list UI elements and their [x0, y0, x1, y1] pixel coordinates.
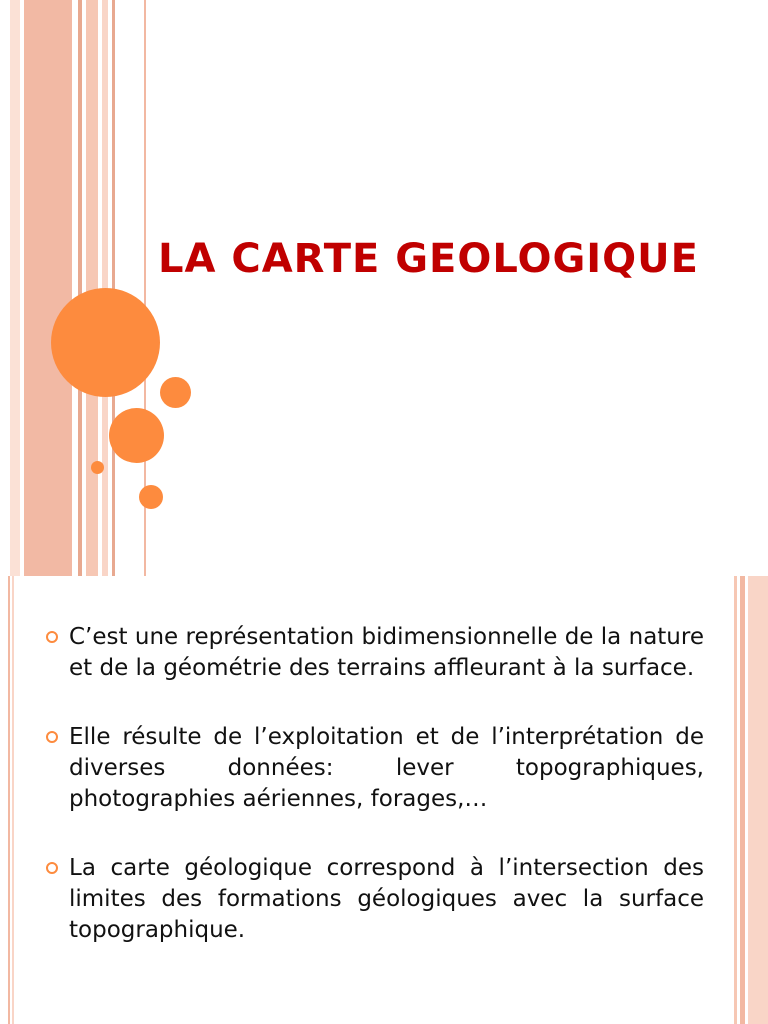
decorative-stripe	[734, 576, 737, 1024]
small-circle-decoration	[160, 377, 191, 408]
bullet-circle-icon	[46, 631, 58, 643]
decorative-stripe	[740, 576, 745, 1024]
slide-title: LA CARTE GEOLOGIQUE	[158, 236, 699, 282]
decorative-stripe	[8, 576, 10, 1024]
decorative-stripe	[24, 0, 72, 576]
decorative-stripe	[748, 576, 768, 1024]
bullet-text: La carte géologique correspond à l’intersection des limites des formations géologiques avec la surface topographique.	[69, 855, 704, 943]
medium-circle-decoration	[109, 408, 164, 463]
list-item	[44, 853, 704, 946]
list-item	[44, 722, 704, 815]
large-circle-decoration	[51, 288, 160, 397]
content-slide	[0, 576, 768, 1024]
bullet-text: Elle résulte de l’exploitation et de l’interprétation de diverses données: lever topographiques, photographies aériennes, forages,…	[69, 724, 704, 812]
bullet-text: C’est une représentation bidimensionnelle de la nature et de la géométrie des terrains affleurant à la surface.	[69, 624, 704, 681]
decorative-stripe	[10, 0, 20, 576]
decorative-stripe	[12, 576, 14, 1024]
bullet-list	[44, 622, 704, 984]
list-item	[44, 622, 704, 684]
tiny-circle-decoration	[91, 461, 104, 474]
small-circle-decoration	[139, 485, 163, 509]
bullet-circle-icon	[46, 862, 58, 874]
decorative-stripe	[78, 0, 82, 576]
bullet-circle-icon	[46, 731, 58, 743]
